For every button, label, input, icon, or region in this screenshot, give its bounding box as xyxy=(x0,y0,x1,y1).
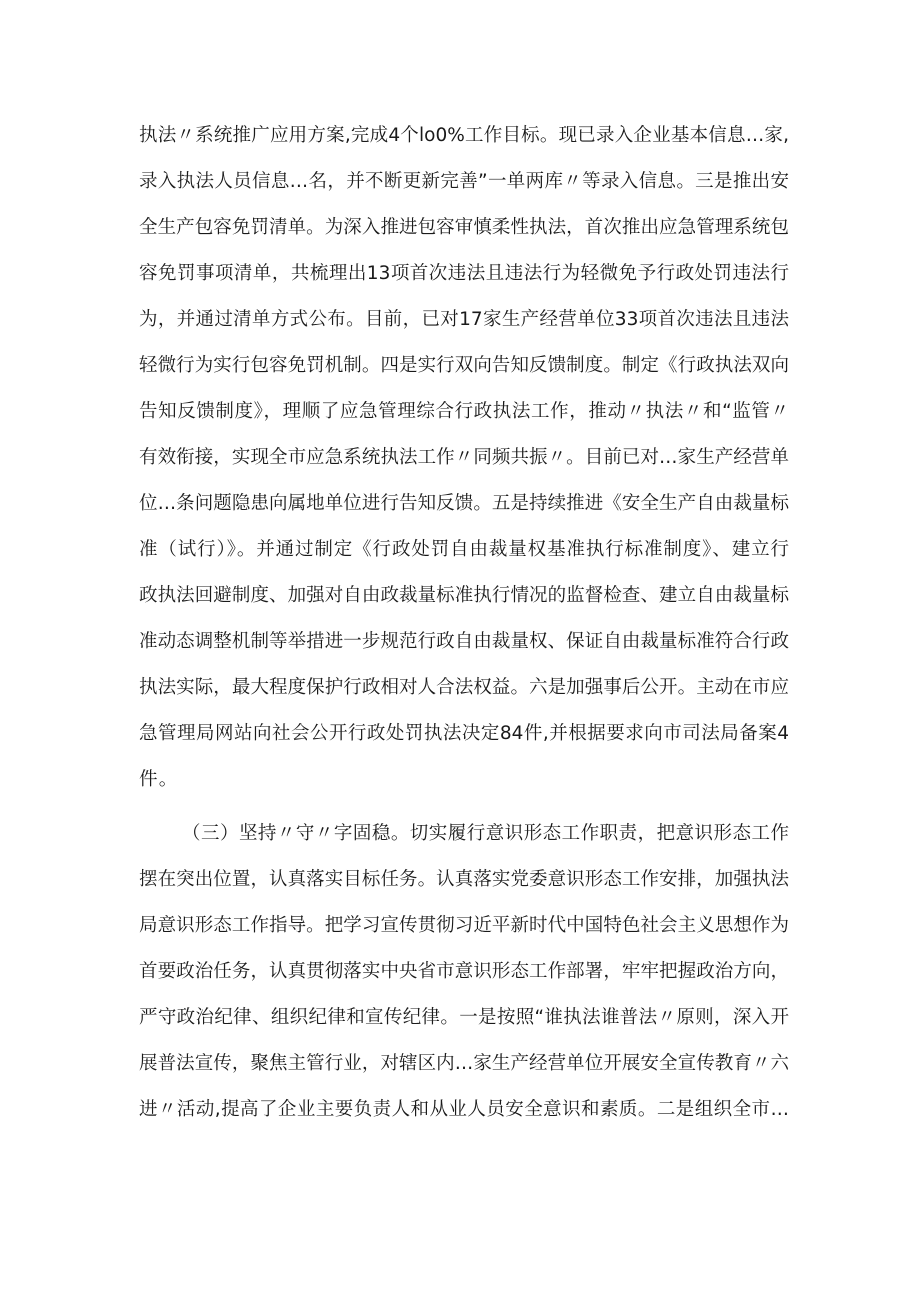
text-line: 准（试行）》。并通过制定《行政处罚自由裁量权基准执行标准制度》、建立行 xyxy=(139,539,789,560)
text-line: 局意识形态工作指导。把学习宣传贯彻习近平新时代中国特色社会主义思想作为 xyxy=(139,915,789,936)
text-line: 录入执法人员信息…名，并不断更新完善”一单两库〃等录入信息。三是推出安 xyxy=(139,171,789,192)
text-line: 有效衔接，实现全市应急系统执法工作〃同频共振〃。目前已对…家生产经营单 xyxy=(139,447,789,468)
text-line: 为，并通过清单方式公布。目前，已对17家生产经营单位33项首次违法且违法 xyxy=(139,309,789,330)
text-line: 展普法宣传，聚焦主管行业，对辖区内…家生产经营单位开展安全宣传教育〃六 xyxy=(139,1053,789,1074)
text-line: 容免罚事项清单，共梳理出13项首次违法且违法行为轻微免予行政处罚违法行 xyxy=(139,263,789,284)
text-line: 告知反馈制度》，理顺了应急管理综合行政执法工作，推动〃执法〃和“监管〃 xyxy=(139,401,789,422)
text-line: 摆在突出位置，认真落实目标任务。认真落实党委意识形态工作安排，加强执法 xyxy=(139,869,789,890)
text-line xyxy=(139,1142,789,1170)
text-line: 全生产包容免罚清单。为深入推进包容审慎柔性执法，首次推出应急管理系统包 xyxy=(139,217,789,238)
text-line: 进〃活动,提高了企业主要负责人和从业人员安全意识和素质。二是组织全市… xyxy=(139,1099,789,1120)
text-line: 执法实际，最大程度保护行政相对人合法权益。六是加强事后公开。主动在市应 xyxy=(139,677,789,698)
text-line: 准动态调整机制等举措进一步规范行政自由裁量权、保证自由裁量标准符合行政 xyxy=(139,631,789,652)
text-line: 执法〃系统推广应用方案,完成4个lo0%工作目标。现已录入企业基本信息…家, xyxy=(139,125,789,146)
text-line: 件。 xyxy=(139,769,179,790)
text-line: 位…条问题隐患向属地单位进行告知反馈。五是持续推进《安全生产自由裁量标 xyxy=(139,493,789,514)
text-line: 首要政治任务，认真贯彻落实中央省市意识形态工作部署，牢牢把握政治方向， xyxy=(139,961,789,982)
text-line: 急管理局网站向社会公开行政处罚执法决定84件,并根据要求向市司法局备案4 xyxy=(139,723,789,744)
text-line: 轻微行为实行包容免罚机制。四是实行双向告知反馈制度。制定《行政执法双向 xyxy=(139,355,789,376)
text-line: 政执法回避制度、加强对自由政裁量标准执行情况的监督检查、建立自由裁量标 xyxy=(139,585,789,606)
section-heading-line: （三）坚持〃守〃字固稳。切实履行意识形态工作职责，把意识形态工作 xyxy=(182,823,789,844)
text-line: 严守政治纪律、组织纪律和宣传纪律。一是按照“谁执法谁普法〃原则，深入开 xyxy=(139,1007,789,1028)
